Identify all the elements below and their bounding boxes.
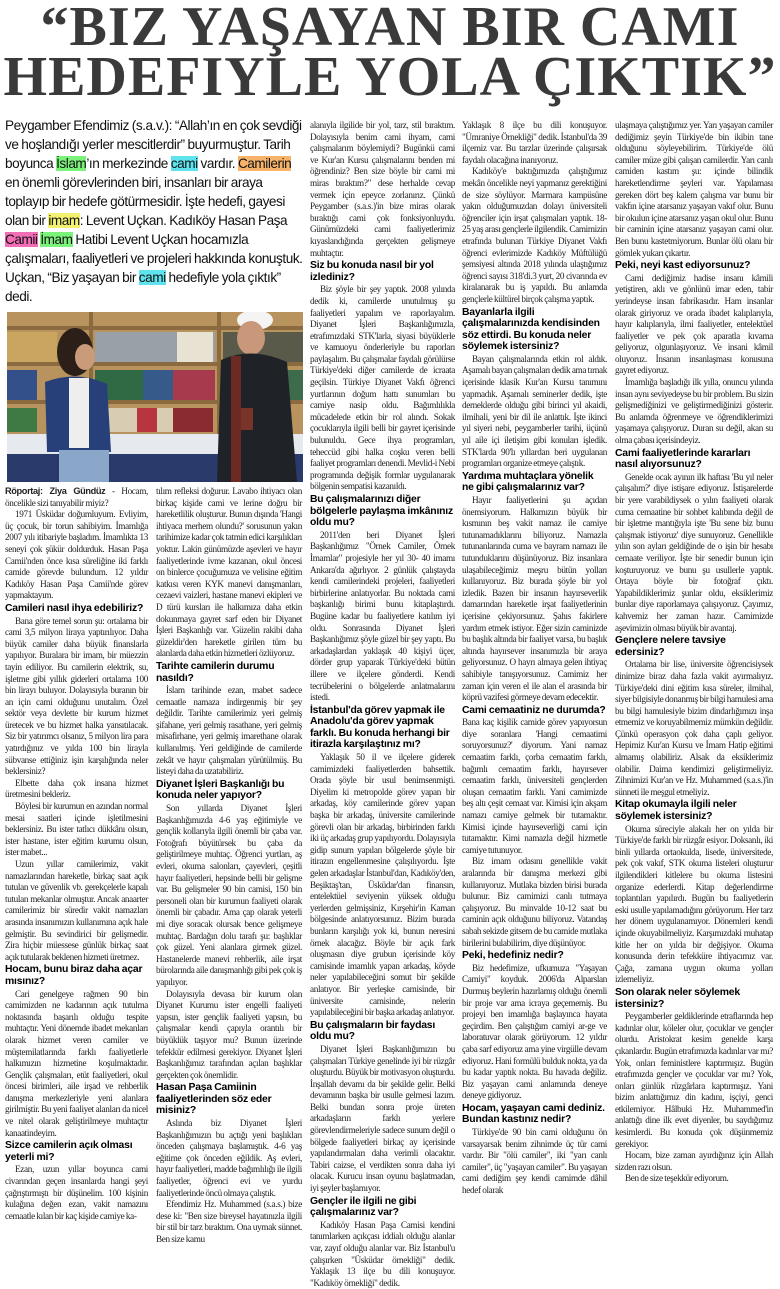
answer-paragraph: 2011'den beri Diyanet İşleri Başkanlığımız "Örnek Camiler, Örnek İmamlar" projesiyle her yıl 30- 40 imamı Ankara'da ağırlıyor. 2 günlük çalıştayda kendi camilerindeki projeleri, faaliyetleri birbirlerine anlatıyorlar. Bu noktada cami başkanlığı birimi bunu kitaplaştırdı. Bugüne kadar bu faaliyetlere katılım iyi oldu. Sonrasında Diyanet İşleri Başkanlığımız şöyle güzel bir şey yaptı. Bu arkadaşlardan yaklaşık 40 kişiyi üçer, dörder grup yaparak Türkiye'deki bütün illere ve ilçelere gönderdi. Kendi tecrübelerini o bölgelerde anlatmalarını istedi.	[310, 529, 455, 703]
answer-paragraph: Dolayısıyla devasa bir kurum olan Diyanet Kurumu ister engelli faaliyeti yapsın, ister gençlik faaliyeti yapsın, bu çalışmalar kendi çapıyla orantılı bir büyüklük taşıyor mu? Bunun üzerinde tefekkür edilmesi gerekiyor. Diyanet İşleri Başkanlığımız tarafından açılan başlıklar gerçekten çok önemlidir.	[156, 988, 302, 1080]
question-heading: Son olarak neler söylemek istersiniz?	[615, 986, 740, 1010]
question-heading: Hasan Paşa Camiinin faaliyetlerinden söz eder misiniz?	[156, 1082, 272, 1117]
answer-paragraph: Biz imam odasını genellikle vakit aralarında bir danışma merkezi gibi kullanıyoruz. Mutlaka bizden birisi burada bulunur. Biz camimizi canlı tutmaya çalışıyoruz. Bu minvalde 10-12 saat bu caminin açık olduğunu biliyoruz. Vatandaş sabah sekizde gitsem de bu camide mutlaka birilerini bulabilirim, diye düşünüyor.	[462, 856, 607, 948]
question-heading: Cami cemaatiniz ne durumda?	[462, 704, 606, 716]
question-heading: Bu çalışmalarınızı diğer bölgelerle paylaşma imkânınız oldu mu?	[310, 494, 453, 529]
answer-paragraph: Ben de size teşekkür ediyorum.	[625, 1173, 729, 1184]
answer-paragraph: Yaklaşık 50 il ve ilçelere giderek camimizdeki faaliyetlerden bahsettik. Orada şöyle bir usul benimsenmişti. Diyelim ki metropolde görev yapan bir arkadaş, köy camilerinde görev yapan başka bir arkadaş, üniversite camilerinde görevli olan bir arkadaş, birbirinden farklı iki üç arkadaş grup yapılıyordu. Dolayısıyla gidip sunum yapılan bölgelerde şöyle bir itirazın engellenmesine çalışılıyordu. İşte gelen arkadaşlar İstanbul'dan, Kadıköy'den, Beşiktaş'tan, Üsküdar'dan finansın, entelektüel seviyenin yüksek olduğu yerlerden gelmişsiniz, Kırşehir'in Kaman bölgesinde anlatıyorsunuz. Bizim burada bunların karşılığı yok ki, bunun neresini örnek alacağız. Böyle bir açık fark oluşmasın diye grubun içerisinde köy camisinde imamlık yapan arkadaş, köyde neler yapılabileceğini somut bir şekilde anlatıyor. Bir yerleşke camisinde, bir üniversite camisinde, nelerin yapılabileceğini bir başka arkadaş anlatıyor.	[310, 752, 455, 1018]
answer-paragraph: Bana göre temel sorun şu: ortalama bir cami 3,5 milyon liraya yaptırılıyor. Daha büyük camiler daha büyük finanslarla yapılıyor. Buralara bir imam, bir müezzin tayin ediliyor. Bu camilerin elektrik, su, işletme gibi yıllık giderleri ortalama 100 bin lirayı buluyor. Dolayısıyla buranın bir an için cami olduğunu unutalım. Özel sektör veya devlette bir kurum hizmet üretecek ve bu hizmet halka yansıtılacak. Siz bir yatırımcı olsanız, 5 milyon lira para yatırdığınız ve yılda 100 bin lirayla sübvanse ettiğiniz işin karşılığında neler beklersiniz?	[5, 615, 148, 777]
question-heading: Peki, hedefiniz nedir?	[462, 950, 564, 962]
question-heading: Camileri nasıl ihya edebiliriz?	[5, 602, 144, 614]
answer-paragraph: Kadıköy'e baktığımızda çalıştığımız mekân öncelikle neyi yapmanız gerektiğini de size söylüyor. Marmara kampüsüne yakın olduğumuzdan dolayı üniversiteli öğrenciler için irşat çalışmaları yaptık. 18-25 yaş arası gençlerle ilgilendik. Camimizin etrafında bulunan Türkiye Diyanet Vakfı öğrenci evlerimizde Kadıköy Müftülüğü şemsiyesi altında 2018 yılında ulaştığımız öğrenci sayısı 318'di.3 yurt, 20 civarında ev kiralanarak bu iş yapıldı. Bu anlamda gençlerle kültürel birçok çalışma yaptık.	[462, 166, 607, 304]
answer-paragraph: ulaşmaya çalıştığımız yer. Yarı yaşayan camiler dediğimiz şeyin Türkiye'de bin ikibin tane olduğunu söyleyebilirim. Türkiye'de ölü camiler müze gibi çalışan camilerdir. Yarı canlı camiden kastım şu: içinde bilindik hareketlendirme şeyleri var. Yapılaması gereken dört beş kalem çalışma var bunu bir vakfın içine atarsanız yaşayan vakıf olur. Bunu bir okulun içine atarsanız yaşan okul olur. Bunu bir caminin içine atarsanız yaşayan cami olur. Ben bunu kastetmiyorum. Bunlar ölü olanı bir gömlek yukarı çıkartır.	[615, 120, 773, 258]
question-heading: Siz bu konuda nasıl bir yol izlediniz?	[310, 260, 434, 283]
highlighted-term: Camii	[5, 232, 38, 247]
answer-paragraph: Bayan çalışmalarında etkin rol aldık. Aşamalı bayan çalışmaları dedik ama tırnak içerisinde klasik Kur'an Kursu tanımını yapmadık. Aşamalı seminerler dedik, işte derneklerde olduğu gibi birinci yıl akaidi, ilmihali, yeni bir dil ile anlattık. İşte ikinci yıl siyeri nebi, peygamberler tarihi, üçünü yıl aile içi iletişim gibi konuları işledik. STK'larda 90'lı yıllardan beri uygulanan programları organize etmeye çalıştık.	[462, 353, 607, 469]
intro-text: en önemli görevlerinden biri, insanları bir araya toplayıp bir hedefe götürmesidir. İşte hedefi, gayesi olan bir	[5, 175, 285, 228]
intro-text: : Levent Uçkan. Kadıköy Hasan Paşa	[79, 213, 288, 228]
answer-paragraph: Türkiye'de 90 bin cami olduğunu ön varsayarsak benim zihnimde üç tür cami vardır. Bir "ölü camiler", iki "yarı canlı camiler", üç "yaşayan camiler". Bu yaşayan cami dediğim şey kendi camimde dâhil hedef olarak	[462, 1127, 607, 1196]
intro-text: ’ın merkezinde	[86, 156, 171, 171]
intro-text: Hatibi Levent Uçkan hocamızla çalışmaları, faaliyetleri ve projeleri hakkında konuştuk. Uçkan, “Biz yaşayan bir	[5, 232, 303, 285]
question-heading: Peki, neyi kast ediyorsunuz?	[615, 260, 751, 272]
article-column-2	[156, 486, 302, 1246]
question-heading: Gençlere nelere tavsiye edersiniz?	[615, 635, 726, 658]
intro-text: hedefiyle yola çıktık” dedi.	[5, 270, 281, 304]
answer-paragraph: Son yıllarda Diyanet İşleri Başkanlığımızda 4-6 yaş eğitimiyle ve gençlik kollarıyla ilgili önemli bir çaba var. Fotoğrafı büyütürsek bu çaba da geliştirilmeye muhtaç. Öğrenci yurtları, aş evleri, okuma salonları, çayevleri, çeşitli hayır faaliyetleri, hepsinde belli bir gelişme var. Bu gelişmeler 90 bin camisi, 150 bin personeli olan bir kurumun faaliyeti olarak önemli bir çabadır. Ama çap olarak yeterli mi diye soracak olursak bence gelişmeye muhtaç. Bardağın dolu tarafı şu: başlıklar çok güzel. Yeni alanlara girmek güzel. Hastanelerde manevi rehberlik, aile irşat bürolarında aile danışmanlığı gibi pek çok iş yapılıyor.	[156, 803, 302, 987]
answer-paragraph: Genelde ocak ayının ilk haftası 'Bu yıl neler çalışalım?' diye istişare ediyoruz. İstişarelerde bir yere varabildiysek o yılın faaliyeti olarak cuma cemaatine bir sohbet kalıbında değil de bir işletme mantığıyla işte 'Bu sene biz bunu çalışmak istiyoruz' diye sunuyoruz. Genellikle yılın son ayları geldiğinde de o işin bir hesabı cemaate veriliyor. İşte bir senedir bunun için koşturuyoruz ve bunu şu usullerle yaptık. Ortaya böyle bir fotoğraf çıktı. Yapabildiklerimiz şunlar oldu, eksiklerimiz bunlar diye raporlamaya çalışıyoruz. Çayımız, kahvemiz her zaman hazır. Camimizde aşevimizin olması büyük bir avantaj.	[615, 471, 773, 633]
answer-paragraph: Elbette daha çok insana hizmet üretmesini bekleriz.	[5, 777, 148, 800]
question-heading: Cami faaliyetlerinde kararları nasıl alıyorsunuz?	[615, 447, 751, 471]
answer-paragraph: İslam tarihinde ezan, mabet sadece cemaatle namaza indirgenmiş bir şey değildir. Tarihte camilerimiz yeri gelmiş şifahane, yeri gelmiş rasathane, yeri gelmiş misafirhane, yeri gelmiş imarethane olarak kullanılmış. Yeri geldiğinde de camilerde zekât ve hayır çalışmaları yürütülmüş. Bu listeyi daha da uzatabiliriz.	[156, 685, 302, 777]
question-heading: Bayanlarla ilgili çalışmalarınızda kendisinden söz ettirdi. Bu konuda neler söylemek istersiniz?	[462, 306, 600, 353]
byline-question: - Hocam, öncelikle sizi tanıyabilir miyiz?	[5, 486, 149, 508]
lower-columns	[5, 486, 303, 1246]
question-heading: Sizce camilerin açık olması yeterli mi?	[5, 1140, 133, 1163]
interview-photo	[7, 312, 303, 482]
article-column-5	[615, 120, 773, 1185]
headline-line-2: HEDEFIYLE YOLA ÇIKTIK”	[3, 46, 777, 108]
byline-author: Röportaj: Ziya Gündüz	[5, 486, 106, 496]
highlighted-term: cami	[170, 156, 198, 171]
question-heading: Kitap okumayla ilgili neler söylemek istersiniz?	[615, 799, 737, 823]
question-heading: Bu çalışmaların bir faydası oldu mu?	[310, 1019, 436, 1043]
question-heading: Diyanet İşleri Başkanlığı bu konuda neler yapıyor?	[156, 778, 285, 802]
question-heading: Hocam, yaşayan cami dediniz. Bundan kastınız nedir?	[462, 1102, 605, 1126]
question-heading: İstanbul'da görev yapmak ile Anadolu'da görev yapmak farklı. Bu konuda herhangi bir itirazla karşılaştınız mı?	[310, 704, 450, 751]
intro-text: Peygamber Efendimiz (s.a.v.): “Allah’ın en çok sevdiği ve hoşlandığı yerler mescitlerdir” buyurmuştur. Tarih boyunca	[5, 118, 302, 171]
answer-paragraph: Kadıköy Hasan Paşa Camisi kendini tanımlarken açıkçası iddialı olduğu alanlar var, zayıf olduğu alanlar var. Biz İstanbul'u çalışırken "Üsküdar örnekliği" dedik. Yaklaşık 13 ilçe bu dili konuşuyor. "Kadıköy örnekliği" dedik.	[310, 1219, 455, 1288]
article-column-1	[5, 486, 148, 1246]
answer-paragraph: alanıyla ilgilide bir yol, tarz, stil bıraktım. Dolayısıyla benim cami ihyam, cami çalışmalarım böylemiydi? Bugünkü cami ve Kur'an Kursu çalışmalarını benden mi öğrendiniz? Ben size böyle bir cami mi miras bıraktım?" dese herhalde cevap vermek için epeyce zorlanırız. Çünkü Peygamber (s.a.s.)'in bize miras olarak bıraktığı cami çok fonksiyonluydu. Günümüzdeki cami faaliyetlerimiz kıyaslandığında gerçekten gelişmeye muhtaçtır.	[310, 120, 455, 258]
highlighted-term: imam	[48, 213, 80, 228]
highlighted-term: İslam	[56, 156, 87, 171]
answer-paragraph: Efendimiz Hz. Muhammed (s.a.s.) bize dese ki: "Ben size bireysel hayatınızla ilgili bir stil bir tarz bıraktım. Ona uymak sünnet. Ben size kamu	[156, 1199, 302, 1244]
answer-paragraph: Biz hedefimize, ufkumuza "Yaşayan Camiyi" koyduk. 2006'da Alparslan Durmuş beylerin hazırlamış olduğu önemli bir proje var ama icraya geçememiş. Bu projeyi ben imamlığa başlayınca hayata geçirdim. Ben çalıştığım camiyi ar-ge ve laboratuvar olarak görüyorum. 12 yıldır çaba sarf ediyoruz ama yine virgülle devam ediyoruz. Hani formülü bulduk nokta, ya da bu kadar yaptık nokta. Bu havada değiliz. Biz yaşayan cami anlamında deneye deneye gidiyoruz.	[462, 962, 607, 1101]
highlighted-term: İmam	[40, 232, 73, 247]
highlighted-term: Camilerin	[237, 156, 292, 171]
answer-paragraph: Aslında biz Diyanet İşleri Başkanlığımızın bu açtığı yeni başlıkları önceden çalışmaya başlamıştık. 4-6 yaş eğitime çok önceden eğildik. Aş evleri, hayır faaliyetleri, madde bağımlılığı ile ilgili faaliyetler, öğrenci evi ve yurdu faaliyetlerinde öncü olmaya çalıştık.	[156, 1118, 302, 1198]
answer-paragraph: Böylesi bir kurumun en azından normal mesai saatleri içinde işletilmesini beklersiniz. Bu ister tatlıcı dükkânı olsun, ister hastane, ister eğitim kurumu olsun, ister mabet...	[5, 801, 148, 858]
byline	[5, 486, 148, 509]
question-heading: Gençler ile ilgili ne gibi çalışmalarınız var?	[310, 1195, 417, 1219]
question-heading: Yardıma muhtaçlara yönelik ne gibi çalışmalarınız var?	[462, 470, 594, 494]
intro-text: vardır.	[197, 156, 238, 171]
article-column-3	[310, 120, 455, 1289]
answer-paragraph: 1971 Üsküdar doğumluyum. Evliyim, üç çocuk, bir torun sahibiyim. İmamlığa 2007 yılı itibariyle başladım. İmamlıkta 13 seneyi çok şükür doldurduk. Hasan Paşa Camii'nden önce kısa süreliğine iki farklı camide görevde bulundum. 12 yıldır Kadıköy Hasan Paşa Camii'nde görev yapmaktayım.	[5, 509, 148, 601]
answer-paragraph: Cari genelgeye rağmen 90 bin camimizden ne kadarının açık tutulma noktasında başarılı olduğu tespite muhtaçtır. Yeni dönemde ibadet mekanları olarak hizmet veren camiler ve müştemilatlarında farklı faaliyetlerle halkımızın hizmetine koşulmaktadır. Gençlik çalışmaları, etüt faaliyetleri, okul öncesi birimleri, aile irşad ve rehberlik danışma merkezleriyle yeni alanlara girilmiştir. Bu yeni faaliyet alanları da nicel ve nitel olarak geliştirilmeye muhtaçtır kanaatindeyim.	[5, 988, 148, 1138]
answer-paragraph: Biz şöyle bir şey yaptık. 2008 yılında dedik ki, camilerde unutulmuş şu faaliyetleri yapalım ve raporlayalım. Diyanet İşleri Başkanlığımızla, etrafımızdaki STK'larla, siyasi büyüklerle ve kamuoyu önderleriyle bu raporları paylaşalım. Bu çalışmalar faydalı görülürse Türkiye'deki diğer camilerde de icraata geçilsin. Türkiye Diyanet Vakfı öğrenci yurtlarının doğum hattı sunumları bu camiye nasip oldu. Bağımlılıkla mücadelede etkin bir rol alındı. Sokak çocuklarıyla ilgili belli bir gayret içerisinde bulunuldu. Gece ihya programları, teheccüd gibi halka coşku veren belli faaliyet programları denendi. Mevlid-i Nebi programında değişik formlar uygulanarak bölgenin sempatisi kazanıldı.	[310, 284, 455, 492]
answer-paragraph: Cami dediğimiz hadise insanı kâmili yetiştiren, aklı ve gönlünü imar eden, tabir yerindeyse insan fabrikasıdır. Ham insanlar olarak giriyoruz ve orada ibadet kalıplarıyla, hayır kalıplarıyla, ilmi faaliyetler, entelektüel faaliyetler ve pek çok aparatla kıvama geliyoruz, olgunlaşıyoruz. Ve insani kâmil oluyoruz. İnsanın insanlaşması konusuna gayret ediyoruz.	[615, 272, 773, 376]
article-column-4	[462, 120, 607, 1197]
answer-paragraph: Hocam, bize zaman ayırdığınız için Allah sizden razı olsun.	[615, 1150, 773, 1172]
headline	[0, 0, 780, 108]
answer-paragraph: Uzun yıllar camilerimiz, vakit namazlarından hareketle, birkaç saat açık tutulan ve güvenlik vb. gerekçelerle kapalı tutulan mekanlar olmuştur. Ancak anaarter camilerimiz bir süredir vakit namazları arasında insanımızın kullanımına açık hale gelmiştir. Bu sevindirici bir gelişmedir. Zira hiçbir müessese günlük birkaç saat açık tutularak beklenen hizmeti üretmez.	[5, 859, 148, 962]
answer-paragraph: Bana kaç kişilik camide görev yapıyorsun diye soranlara 'Hangi cemaatimi soruyorsunuz?' diyorum. Yani namaz cemaatim farklı, çorba cemaatim farklı, bağımlı cemaatim farklı, hayırsever cemaatim farklı, üniversiteli gençlerden oluşan cemaatim farklı. Yani camimizde beş altı çeşit cemaat var. Kimisi için akşam namazı camiye gelmek bir tutamaktır. Kimisi içinde hayırseverliği cami için tutamaktır. Kimi namazla değil hizmetle camiye tutunuyor.	[462, 717, 607, 855]
left-block	[5, 116, 303, 1246]
highlighted-term: cami	[138, 270, 166, 285]
answer-paragraph: İmamlığa başladığı ilk yılla, onuncu yılında insan aynı seviyedeyse bu bir problem. Bu sizin gelişmediğinizi ve geliştirmediğinizi gösterir. Bu anlamda öğrenmeye ve öğrendiklerimizi yaşamaya çalışıyoruz. Duran su değil, akan su olma çabası içerisindeyiz.	[615, 377, 773, 446]
answer-paragraph: tılım refleksi doğurur. Lavabo ihtiyacı olan birkaç kişide cami ve lerine doğru bir hareketlilik oluşturur. Bunun dışında 'Hangi ihtiyaca merhem olundu?' sorusunun yakın tarihimize kadar çok tatmin edici karşılıkları yoktur. Lakin günümüzde aşevleri ve hayır faaliyetlerinde ivme kazanan, okul öncesi on binlerce çocuğumuza ve velisine eğitim katkısı veren KYK manevi danışmanları, cezaevi vaizleri, hastane manevi ekipleri ve D türü kursları ile halkımıza daha etkin dokunmaya gayret sarf eden bir Diyanet İşleri Başkanlığı var. 'Güzelin rakibi daha güzeldir'den hareketle girilen tüm bu alanlarda daha etkin hizmetleri özlüyoruz.	[156, 486, 302, 659]
question-heading: Hocam, bunu biraz daha açar mısınız?	[5, 964, 143, 987]
answer-paragraph: Okuma süreciyle alakalı her on yılda bir Türkiye'de farklı bir rüzgâr esiyor. Doksanlı, iki binli yıllarda ortaokulda, lisede, üniversitede, pek çok vakıf, STK okuma listeleri oluşturur ilgilendikleri kitlelere bu okuma listesini organize ederlerdi. Kitap değerlendirme toplantıları yapılırdı. Bugün bu faaliyetlerin eski usulle yapılamadığını görüyorum. Her tarz her dönem uygulanamıyor. Dönemleri kendi içinde okuyabilmeliyiz. Karşımızdaki muhatap kitle her on yılda bir değişiyor. Okuma konusunda derin tefekküre ihtiyacımız var. Çağa, zamana uygun okuma yolları izlemeliyiz.	[615, 823, 773, 985]
intro-paragraph	[5, 116, 303, 306]
answer-paragraph: Ezan, uzun yıllar boyunca cami civarından geçen insanlarda hangi şeyi çağrıştırmıştı bir düşünelim. 100 kişinin kulağına değen ezan, vakit namazını cemaatle kılan bir kaç kişide camiye ka-	[5, 1164, 148, 1221]
answer-paragraph: Ortalama bir lise, üniversite öğrencisiysek dinimize biraz daha fazla vakit ayırmalıyız. Türkiye'deki dini eğitim kısa süreler, ilmihal, siyer bilgisiyle donanmış bir bilgi hamulesi ama bu bilgi hamulesiyle bizim dindarlığımızı inşa etmemiz ve koruyabilmemiz mümkün değildir. Çünkü operasyon çok daha çaplı geliyor. Hepimiz Kur'an Kursu ve İmam Hatip eğitimi almamış olabiliriz. Alsak da eksiklerimiz olabilir. Daima kendimizi geliştirmeliyiz. Zihnimizi Kur'an ve Hz. Muhammed (s.a.s.)'in sünneti ile meşgul etmeliyiz.	[615, 659, 773, 797]
question-heading: Tarihte camilerin durumu nasıldı?	[156, 660, 275, 684]
answer-paragraph: Hayır faaliyetlerini şu açıdan önemsiyorum. Halkımızın büyük bir kısmının beş vakit namaz ile camiye tutunamadıklarını biliyoruz. Namazla tutunanlarında cuma ve bayram namazı ile tutunduklarını düşünüyoruz. Biz insanlara ulaşabileceğimiz meşru bütün yolları kullanıyoruz. Biz burada şöyle bir yol izledik. Bazen bir insanın hayırseverlik damarından hareketle irşat faaliyetlerinin içerisine çekiyorsunuz. Şahıs fakirlere yardım etmek istiyor. Eğer sizin caminizde bu başlık altında bir faaliyet varsa, bu başlık altında hayırsever insanımızla bir araya geliyorsunuz. O hayrı almaya gelen ihtiyaç sahibiyle tanışıyorsunuz. Camimiz her zaman için veren el ile alan el arasında bir köprü vazifesi görmeye devam edecektir.	[462, 495, 607, 703]
answer-paragraph: Diyanet İşleri Başkanlığımızın bu çalışmaları Türkiye genelinde iyi bir rüzgâr oluşturdu. Büyük bir motivasyon oluşturdu. İnşallah devamı da bir şekilde gelir. Belki devamının başka bir usulle gelmesi lazım. Belki bundan sonra proje üreten arkadaşların farklı yerlere görevlendirmeleriyle sadece sunum değil o bölgede faaliyetleri birkaç ay içerisinde yapılandırmaları daha verimli olacaktır. Tabiri caizse, el verdikten sonra daha iyi olacak. Kurucu insan oyunu başlatmadan, iyi şeyler başlamıyor.	[310, 1043, 455, 1194]
answer-paragraph: Yaklaşık 8 ilçe bu dili konuşuyor. "Ümraniye Örnekliği" dedik. İstanbul'da 39 ilçemiz var. Bu tarzlar üzerinde çalışırsak faydalı olacağına inanıyoruz.	[462, 120, 607, 165]
answer-paragraph: Peygamberler geldiklerinde etraflarında hep kadınlar olur, köleler olur, çocuklar ve gençler olurdu. Aristokrat kesim genelde karşı çıkanlardır. Bugün etrafımızda kadınlar var mı? Yok, onları feministlere kaptırmışız. Bugün etrafımızda gençler ve çocuklar var mı? Yok, onları günlük rüzgârlara kaptırmışız. Yani bizim anlattığımız din kadını, işçiyi, genci etkilemiyor. Hâlbuki Hz. Muhammed'in anlattığı dine ilk evet diyenler, bu saydığımız kesimlerdi. Bu konuda çok düşünmemiz gerekiyor.	[615, 1011, 773, 1149]
headline-line-1: “BIZ YAŞAYAN BIR CAMI	[40, 0, 740, 58]
